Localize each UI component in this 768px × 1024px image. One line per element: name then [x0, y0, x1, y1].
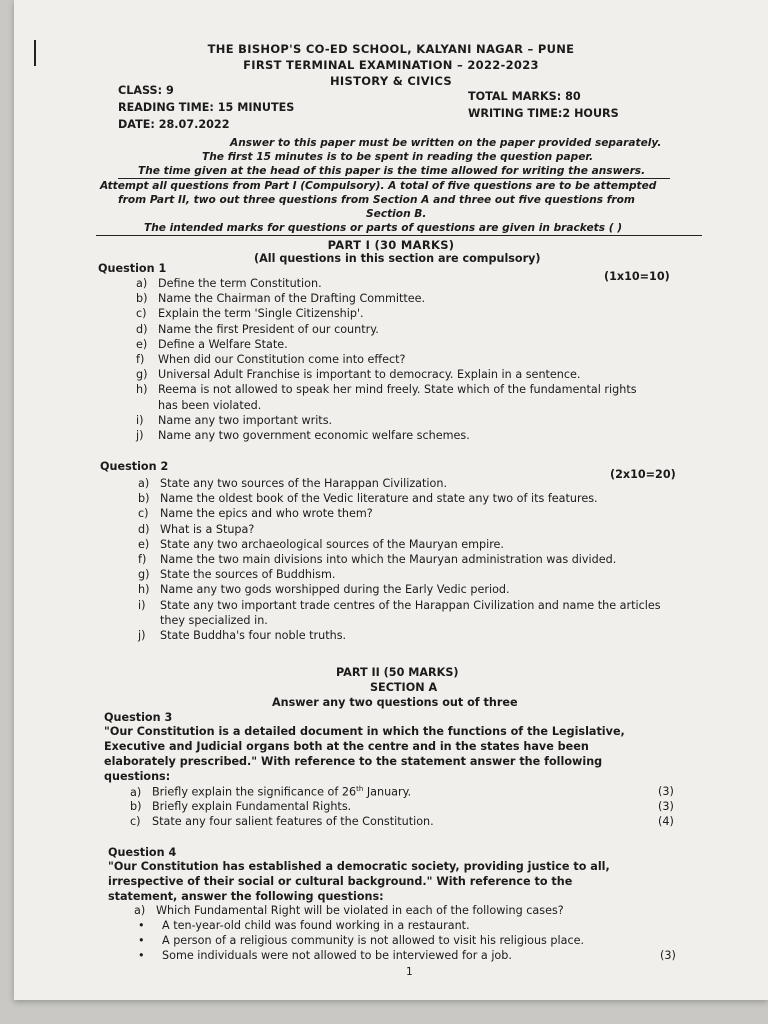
- item-text: Briefly explain the significance of 26: [152, 785, 357, 799]
- question-1-marks: (1x10=10): [604, 270, 670, 283]
- instruction-line-6: Section B.: [366, 208, 427, 220]
- exam-name: FIRST TERMINAL EXAMINATION – 2022-2023: [243, 58, 539, 72]
- item-label: c): [136, 307, 147, 321]
- instruction-line-1: Answer to this paper must be written on the paper provided separately.: [230, 137, 662, 149]
- question-2-item: [138, 629, 346, 642]
- bullet-glyph: •: [138, 949, 145, 962]
- item-label: c): [138, 507, 149, 521]
- item-label: e): [138, 537, 150, 551]
- question-1-item: [136, 429, 470, 442]
- item-text: Explain the term 'Single Citizenship'.: [158, 307, 364, 321]
- item-label: b): [138, 492, 150, 506]
- instruction-line-5: from Part II, two out three questions from Section A and three out five questions from: [118, 194, 635, 206]
- school-name: THE BISHOP'S CO-ED SCHOOL, KALYANI NAGAR – PUNE: [207, 42, 575, 56]
- item-text: Name the first President of our country.: [158, 322, 379, 336]
- item-text: State the sources of Buddhism.: [160, 568, 336, 582]
- class-label: CLASS: 9: [118, 84, 174, 97]
- bullet-glyph: •: [138, 919, 145, 932]
- item-label: a): [134, 904, 146, 917]
- item-text: State any two important trade centres of the Harappan Civilization and name the articles: [160, 598, 661, 612]
- question-3-title: Question 3: [104, 711, 173, 724]
- question-1-item: [136, 292, 425, 305]
- item-text: Name the epics and who wrote them?: [160, 507, 373, 521]
- question-3-stem-4: questions:: [104, 770, 171, 783]
- divider-rule: [96, 235, 702, 236]
- question-1-item: [136, 323, 379, 336]
- instruction-line-2: The first 15 minutes is to be spent in reading the question paper.: [202, 151, 594, 163]
- question-3-item-c: [130, 815, 434, 828]
- question-1-item: [136, 383, 637, 396]
- question-4-bullet-1: [138, 919, 470, 932]
- item-label: i): [136, 413, 144, 427]
- item-text: has been violated.: [158, 398, 262, 412]
- item-label: i): [138, 598, 146, 612]
- item-superscript: th: [356, 785, 364, 793]
- exam-paper: [14, 0, 768, 1000]
- question-3-item-a: [130, 785, 411, 799]
- item-label: f): [138, 553, 147, 566]
- question-1-item: [136, 307, 364, 320]
- item-text: Name any two government economic welfare schemes.: [158, 429, 470, 442]
- item-label: j): [136, 429, 144, 442]
- bullet-text: A ten-year-old child was found working in a restaurant.: [162, 919, 470, 932]
- question-4-stem-1: "Our Constitution has established a democratic society, providing justice to all,: [108, 860, 610, 873]
- item-text: Which Fundamental Right will be violated in each of the following cases?: [156, 904, 564, 917]
- question-3-stem-2: Executive and Judicial organs both at the centre and in the states have been: [104, 740, 589, 753]
- question-2-item: [138, 477, 447, 490]
- item-text: Briefly explain Fundamental Rights.: [152, 800, 352, 813]
- item-label: d): [138, 522, 150, 536]
- question-1-item: [136, 414, 332, 427]
- part2-title: PART II (50 MARKS): [336, 666, 459, 679]
- question-3-item-a-marks: (3): [658, 785, 674, 798]
- item-label: a): [130, 785, 142, 799]
- question-1-item: [136, 338, 288, 351]
- item-text: Name any two important writs.: [158, 413, 333, 427]
- part1-title: PART I (30 MARKS): [327, 238, 455, 252]
- item-text: State any four salient features of the Constitution.: [152, 815, 434, 828]
- item-label: g): [138, 568, 150, 582]
- question-4-item-a: [134, 904, 564, 917]
- item-label: h): [138, 583, 150, 597]
- writing-time: WRITING TIME:2 HOURS: [468, 107, 619, 120]
- page-number: 1: [406, 966, 413, 978]
- bullet-text: Some individuals were not allowed to be interviewed for a job.: [162, 949, 512, 962]
- divider-rule: [118, 178, 670, 179]
- question-2-item: [138, 568, 335, 581]
- question-4-bullet-3-marks: (3): [660, 949, 676, 962]
- item-text: Name the two main divisions into which the Mauryan administration was divided.: [160, 553, 617, 566]
- question-3-item-b-marks: (3): [658, 800, 674, 813]
- item-text: Name any two gods worshipped during the Early Vedic period.: [160, 583, 510, 597]
- item-text: Reema is not allowed to speak her mind freely. State which of the fundamental rights: [158, 383, 637, 397]
- question-2-item: [138, 614, 268, 627]
- question-2-item: [138, 507, 373, 520]
- part1-subtitle: (All questions in this section are compulsory): [254, 252, 541, 265]
- item-text: Define a Welfare State.: [158, 337, 288, 351]
- subject-name: HISTORY & CIVICS: [329, 74, 453, 88]
- question-1-item: [136, 353, 405, 366]
- item-label: f): [136, 353, 145, 366]
- item-text: State any two sources of the Harappan Civilization.: [160, 477, 448, 490]
- question-2-marks: (2x10=20): [610, 468, 676, 481]
- item-label: g): [136, 368, 148, 382]
- item-text: Define the term Constitution.: [158, 277, 322, 290]
- bullet-glyph: •: [138, 934, 145, 947]
- item-label: b): [136, 292, 148, 306]
- question-2-item: [138, 583, 510, 596]
- item-label: h): [136, 383, 148, 397]
- question-4-title: Question 4: [108, 846, 177, 859]
- question-1-item: [136, 399, 261, 412]
- question-3-item-b: [130, 800, 351, 813]
- item-text: When did our Constitution come into effect?: [158, 353, 406, 366]
- item-label: j): [138, 629, 146, 642]
- item-text: What is a Stupa?: [160, 522, 255, 536]
- question-2-item: [138, 523, 254, 536]
- instruction-line-7: The intended marks for questions or parts of questions are given in brackets ( ): [144, 222, 623, 234]
- instruction-line-4: Attempt all questions from Part I (Compulsory). A total of five questions are to be attempted: [100, 180, 657, 192]
- item-label: b): [130, 800, 142, 813]
- question-1-item: [136, 368, 580, 381]
- section-a-instruction: Answer any two questions out of three: [272, 696, 518, 709]
- question-4-stem-3: statement, answer the following questions:: [108, 890, 384, 903]
- section-a-title: SECTION A: [370, 681, 438, 694]
- bullet-text: A person of a religious community is not allowed to visit his religious place.: [162, 934, 585, 947]
- question-1-item: [136, 277, 322, 290]
- reading-time: READING TIME: 15 MINUTES: [118, 101, 295, 114]
- item-text: State any two archaeological sources of the Mauryan empire.: [160, 537, 504, 551]
- question-4-bullet-3: [138, 949, 512, 962]
- item-label: a): [138, 477, 150, 490]
- question-2-item: [138, 553, 616, 566]
- item-text: Name the oldest book of the Vedic literature and state any two of its features.: [160, 492, 598, 506]
- question-4-stem-2: irrespective of their social or cultural background." With reference to the: [108, 875, 573, 888]
- exam-date: DATE: 28.07.2022: [118, 118, 230, 131]
- question-1-title: Question 1: [98, 262, 167, 275]
- question-2-item: [138, 538, 504, 551]
- item-text: State Buddha's four noble truths.: [160, 629, 347, 642]
- item-label: c): [130, 815, 141, 828]
- item-label: a): [136, 277, 148, 290]
- question-4-bullet-2: [138, 934, 584, 947]
- question-2-item: [138, 492, 598, 505]
- question-2-title: Question 2: [100, 460, 169, 473]
- item-label: d): [136, 322, 148, 336]
- question-3-stem-1: "Our Constitution is a detailed document in which the functions of the Legislative,: [104, 725, 625, 738]
- instruction-line-3: The time given at the head of this paper is the time allowed for writing the answers.: [138, 165, 646, 177]
- question-2-item: [138, 599, 661, 612]
- item-label: e): [136, 337, 148, 351]
- question-3-item-c-marks: (4): [658, 815, 674, 828]
- item-text: January.: [363, 785, 412, 799]
- total-marks: TOTAL MARKS: 80: [468, 90, 581, 103]
- item-text: they specialized in.: [160, 613, 268, 627]
- item-text: Name the Chairman of the Drafting Committee.: [158, 292, 426, 306]
- question-3-stem-3: elaborately prescribed." With reference to the statement answer the following: [104, 755, 603, 768]
- item-text: Universal Adult Franchise is important to democracy. Explain in a sentence.: [158, 368, 581, 382]
